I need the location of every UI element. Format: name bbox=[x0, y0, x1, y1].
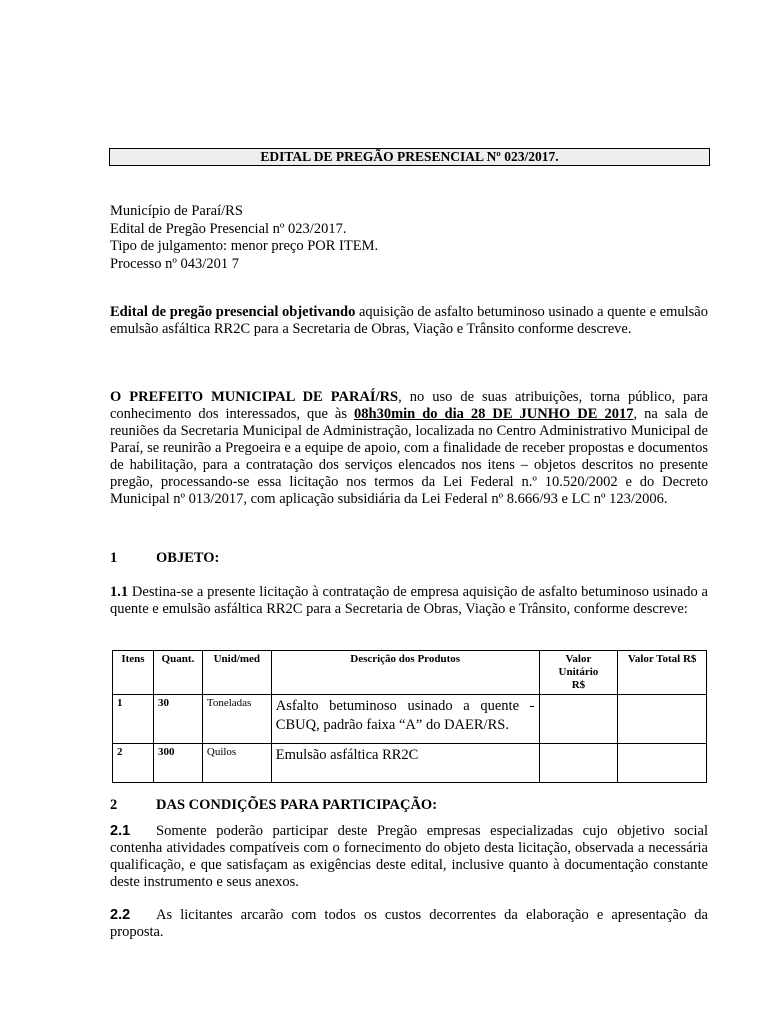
section-number: 1 bbox=[110, 550, 118, 566]
section-2-1-paragraph bbox=[110, 823, 708, 891]
subsection-text: As licitantes arcarão com todos os custos decorrentes da elaboração e apresentação da proposta. bbox=[110, 907, 708, 940]
section-2-heading bbox=[110, 797, 437, 814]
header-unid: Unid/med bbox=[202, 651, 271, 695]
section-2-2-paragraph bbox=[110, 907, 708, 941]
process-line: Processo nº 043/201 7 bbox=[110, 255, 239, 272]
section-title: OBJETO: bbox=[156, 550, 220, 566]
subsection-number: 2.2 bbox=[110, 907, 131, 923]
municipality-line: Município de Paraí/RS bbox=[110, 203, 243, 219]
cell-valor bbox=[539, 744, 618, 783]
objective-paragraph bbox=[110, 304, 708, 338]
header-itens: Itens bbox=[113, 651, 154, 695]
objective-text: aquisição de asfalto betuminoso usinado a quente e emulsão emulsão asfáltica RR2C para a Secretaria de Obras, Viação e Trânsito conforme descreve. bbox=[110, 304, 708, 337]
preamble-lead: O PREFEITO MUNICIPAL DE PARAÍ/RS bbox=[110, 389, 399, 405]
header-info bbox=[110, 203, 708, 273]
subsection-text: Somente poderão participar deste Pregão empresas especializadas cujo objetivo social contenha atividades compatíveis com o fornecimento do objeto desta licitação, observada a necessária qualificação, e que satisfaçam as exigências deste edital, inclusive quanto à documentação constante deste instrumento e seus anexos. bbox=[110, 823, 708, 890]
cell-total bbox=[618, 695, 707, 744]
header-desc: Descrição dos Produtos bbox=[271, 651, 539, 695]
cell-desc: Emulsão asfáltica RR2C bbox=[271, 744, 539, 783]
cell-valor bbox=[539, 695, 618, 744]
section-title: DAS CONDIÇÕES PARA PARTICIPAÇÃO: bbox=[156, 797, 438, 813]
cell-unid: Quilos bbox=[202, 744, 271, 783]
session-datetime: 08h30min do dia 28 DE JUNHO DE 2017 bbox=[354, 406, 634, 422]
preamble-text-1: , no uso de suas atribuições, torna público, para conhecimento dos interessados, que às bbox=[110, 389, 708, 422]
subsection-text: Destina-se a presente licitação à contratação de empresa aquisição de asfalto betuminoso usinado a quente e emulsão asfáltica RR2C para a Secretaria de Obras, Viação e Trânsito, conforme descreve: bbox=[110, 584, 708, 617]
header-valor-total: Valor Total R$ bbox=[618, 651, 707, 695]
table-header-row bbox=[113, 651, 707, 695]
cell-quant: 30 bbox=[153, 695, 202, 744]
objective-lead: Edital de pregão presencial objetivando bbox=[110, 304, 356, 320]
section-1-heading bbox=[110, 550, 219, 567]
cell-quant: 300 bbox=[153, 744, 202, 783]
header-valor-unitario: Valor Unitário R$ bbox=[539, 651, 618, 695]
cell-unid: Toneladas bbox=[202, 695, 271, 744]
table-row bbox=[113, 695, 707, 744]
edital-line: Edital de Pregão Presencial nº 023/2017. bbox=[110, 220, 347, 237]
subsection-number: 1.1 bbox=[110, 584, 129, 600]
table-row bbox=[113, 744, 707, 783]
section-1-1-paragraph bbox=[110, 584, 708, 618]
preamble-paragraph bbox=[110, 389, 708, 508]
subsection-number: 2.1 bbox=[110, 823, 131, 839]
items-table bbox=[112, 650, 707, 783]
judgment-type-line: Tipo de julgamento: menor preço POR ITEM. bbox=[110, 238, 379, 254]
cell-desc: Asfalto betuminoso usinado a quente - CBUQ, padrão faixa “A” do DAER/RS. bbox=[271, 695, 539, 744]
cell-item: 1 bbox=[113, 695, 154, 744]
section-number: 2 bbox=[110, 797, 118, 813]
document-title: EDITAL DE PREGÃO PRESENCIAL Nº 023/2017. bbox=[109, 148, 710, 166]
cell-item: 2 bbox=[113, 744, 154, 783]
preamble-text-2: , na sala de reuniões da Secretaria Municipal de Administração, localizada no Centro Administrativo Municipal de Paraí, se reunirão a Pregoeira e a equipe de apoio, com a finalidade de receber propostas e documentos de habilitação, para a contratação dos serviços elencados nos itens – objetos descritos no presente pregão, processando-se essa licitação nos termos da Lei Federal n.º 10.520/2002 e do Decreto Municipal nº 013/2017, com aplicação subsidiária da Lei Federal nº 8.666/93 e LC nº 123/2006. bbox=[110, 406, 708, 507]
header-quant: Quant. bbox=[153, 651, 202, 695]
cell-total bbox=[618, 744, 707, 783]
